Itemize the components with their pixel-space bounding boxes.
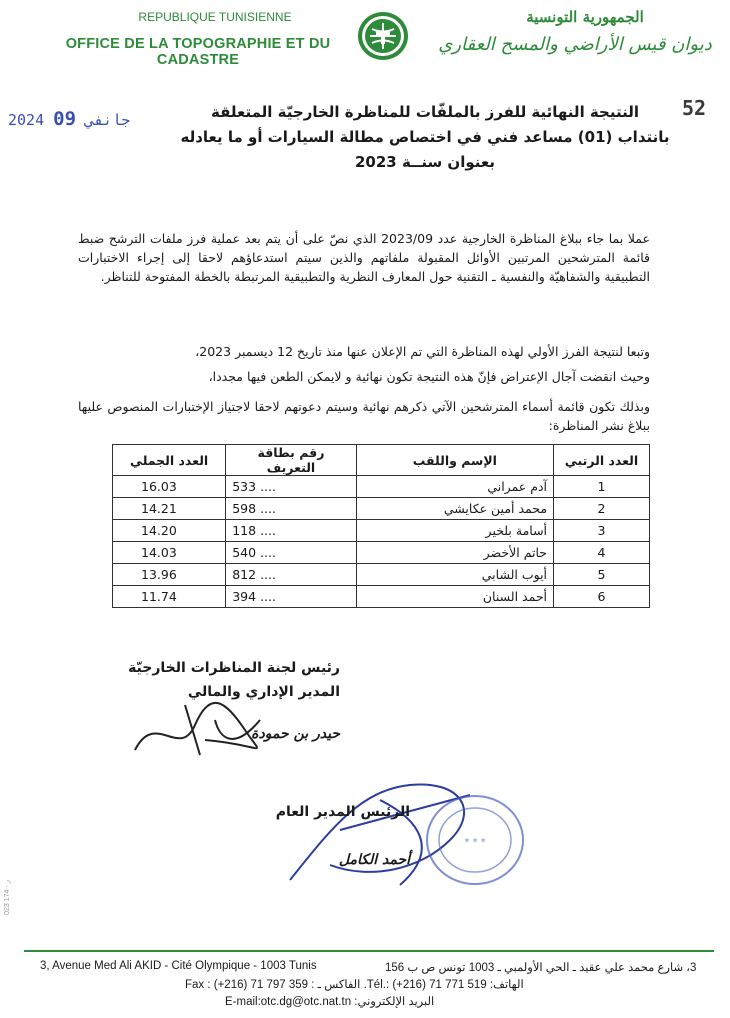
ceo-title: الرئيس المدير العام (275, 804, 410, 820)
cell-name: حاتم الأخضر (356, 542, 553, 564)
table-row (113, 498, 650, 520)
footer-email: E-mail:otc.dg@otc.nat.tn :البريد الإلكتروني (225, 996, 435, 1008)
col-header-rank: العدد الرتبي (554, 445, 650, 476)
footer-phone-fax: Fax : (+216) 71 797 359 : الفاكس ـ .Tél.: (+216) 71 771 519 :الهاتف (185, 979, 524, 991)
cell-name: أحمد السنان (356, 586, 553, 608)
side-reference-code: 023 174 - ر (4, 880, 11, 915)
document-title (150, 100, 700, 175)
paragraph-final-list: وبذلك تكون قائمة أسماء المترشحين الآتي ذكرهم نهائية وسيتم دعوتهم لاحقا لاجتياز الإختبارات المنصوص عليها ببلاغ نشر المناظرة: (78, 399, 650, 433)
footer-divider (24, 950, 714, 952)
header-ar-office: ديوان قيس الأراضي والمسح العقاري (438, 34, 712, 55)
title-line-2: بانتداب (01) مساعد فني في اختصاص مطالة السيارات أو ما يعادله (180, 128, 670, 146)
cell-rank: 3 (554, 520, 650, 542)
cell-id: 394 .... (226, 586, 356, 608)
table-row (113, 586, 650, 608)
svg-text:* * *: * * * (464, 837, 486, 848)
stamp-number: 52 (682, 96, 707, 120)
table-row (113, 564, 650, 586)
col-header-score: العدد الجملي (113, 445, 226, 476)
cell-id: 533 .... (226, 476, 356, 498)
committee-role: المدير الإداري والمالي (187, 684, 340, 700)
header-fr-republic: REPUBLIQUE TUNISIENNE (138, 10, 292, 24)
committee-signer-name: حيدر بن حمودة (251, 726, 340, 742)
stamp-month: جانفي (85, 111, 131, 129)
cell-rank: 4 (554, 542, 650, 564)
title-line-1: النتيجة النهائية للفرز بالملفّات للمناظرة الخارجيّة المتعلقة (211, 103, 639, 121)
paragraph-intro: عملا بما جاء ببلاغ المناظرة الخارجية عدد 2023/09 الذي نصّ على أن يتم بعد عملية فرز ملفات الترشح ضبط قائمة المترشحين المرتبين الأوائل المقبولة ملفاتهم والذين سيتم استدعاؤهم لاحقا إلى إجراء الاختبارات التطبيقية والشفاهيّة والنفسية ـ التقنية حول المعارف النظرية والتطبيقية المرتبطة بالخطة المفتوحة للتناظر. (78, 231, 650, 284)
cell-score: 13.96 (113, 564, 226, 586)
col-header-name: الإسم واللقب (356, 445, 553, 476)
cell-id: 812 .... (226, 564, 356, 586)
table-row (113, 476, 650, 498)
cell-rank: 5 (554, 564, 650, 586)
table-row (113, 520, 650, 542)
col-header-id: رقم بطاقة التعريف (226, 445, 356, 476)
table-header-row (113, 445, 650, 476)
footer-address-ar: 3، شارع محمد علي عقيد ـ الحي الأولمبي ـ 1003 تونس ص ب 156 (385, 962, 697, 974)
cell-id: 540 .... (226, 542, 356, 564)
ceo-signature-block (200, 800, 410, 872)
header-ar-republic: الجمهورية التونسية (526, 8, 644, 26)
cell-score: 14.03 (113, 542, 226, 564)
cell-name: أيوب الشابي (356, 564, 553, 586)
received-date-stamp (8, 108, 130, 130)
header-fr-office: OFFICE DE LA TOPOGRAPHIE ET DU CADASTRE (65, 36, 331, 68)
cell-score: 14.20 (113, 520, 226, 542)
cell-rank: 2 (554, 498, 650, 520)
ceo-signer-name: أحمد الكامل (338, 852, 410, 868)
cell-score: 16.03 (113, 476, 226, 498)
paragraph-preliminary-result: وتبعا لنتيجة الفرز الأولي لهذه المناظرة التي تم الإعلان عنها منذ تاريخ 12 ديسمبر 2023، (195, 344, 650, 359)
cell-name: أسامة بلخير (356, 520, 553, 542)
cell-score: 11.74 (113, 586, 226, 608)
results-table (112, 444, 650, 608)
table-row (113, 542, 650, 564)
title-line-3: بعنوان سنــة 2023 (355, 153, 495, 171)
cell-rank: 6 (554, 586, 650, 608)
footer-address-fr: 3, Avenue Med Ali AKID - Cité Olympique - 1003 Tunis (40, 960, 317, 972)
cell-name: آدم عمراني (356, 476, 553, 498)
committee-signature-block (120, 656, 340, 746)
official-seal-icon (420, 790, 530, 890)
cell-rank: 1 (554, 476, 650, 498)
cell-score: 14.21 (113, 498, 226, 520)
committee-title: رئيس لجنة المناظرات الخارجيّة (128, 660, 340, 676)
otc-logo-icon (350, 9, 416, 63)
stamp-year: 2024 (8, 111, 45, 129)
cell-id: 598 .... (226, 498, 356, 520)
paragraph-objection-period: وحيث انقضت آجال الإعتراض فإنّ هذه النتيجة تكون نهائية و لايمكن الطعن فيها مجددا، (208, 369, 650, 384)
cell-id: 118 .... (226, 520, 356, 542)
stamp-day: 09 (53, 108, 77, 130)
cell-name: محمد أمين عكايشي (356, 498, 553, 520)
